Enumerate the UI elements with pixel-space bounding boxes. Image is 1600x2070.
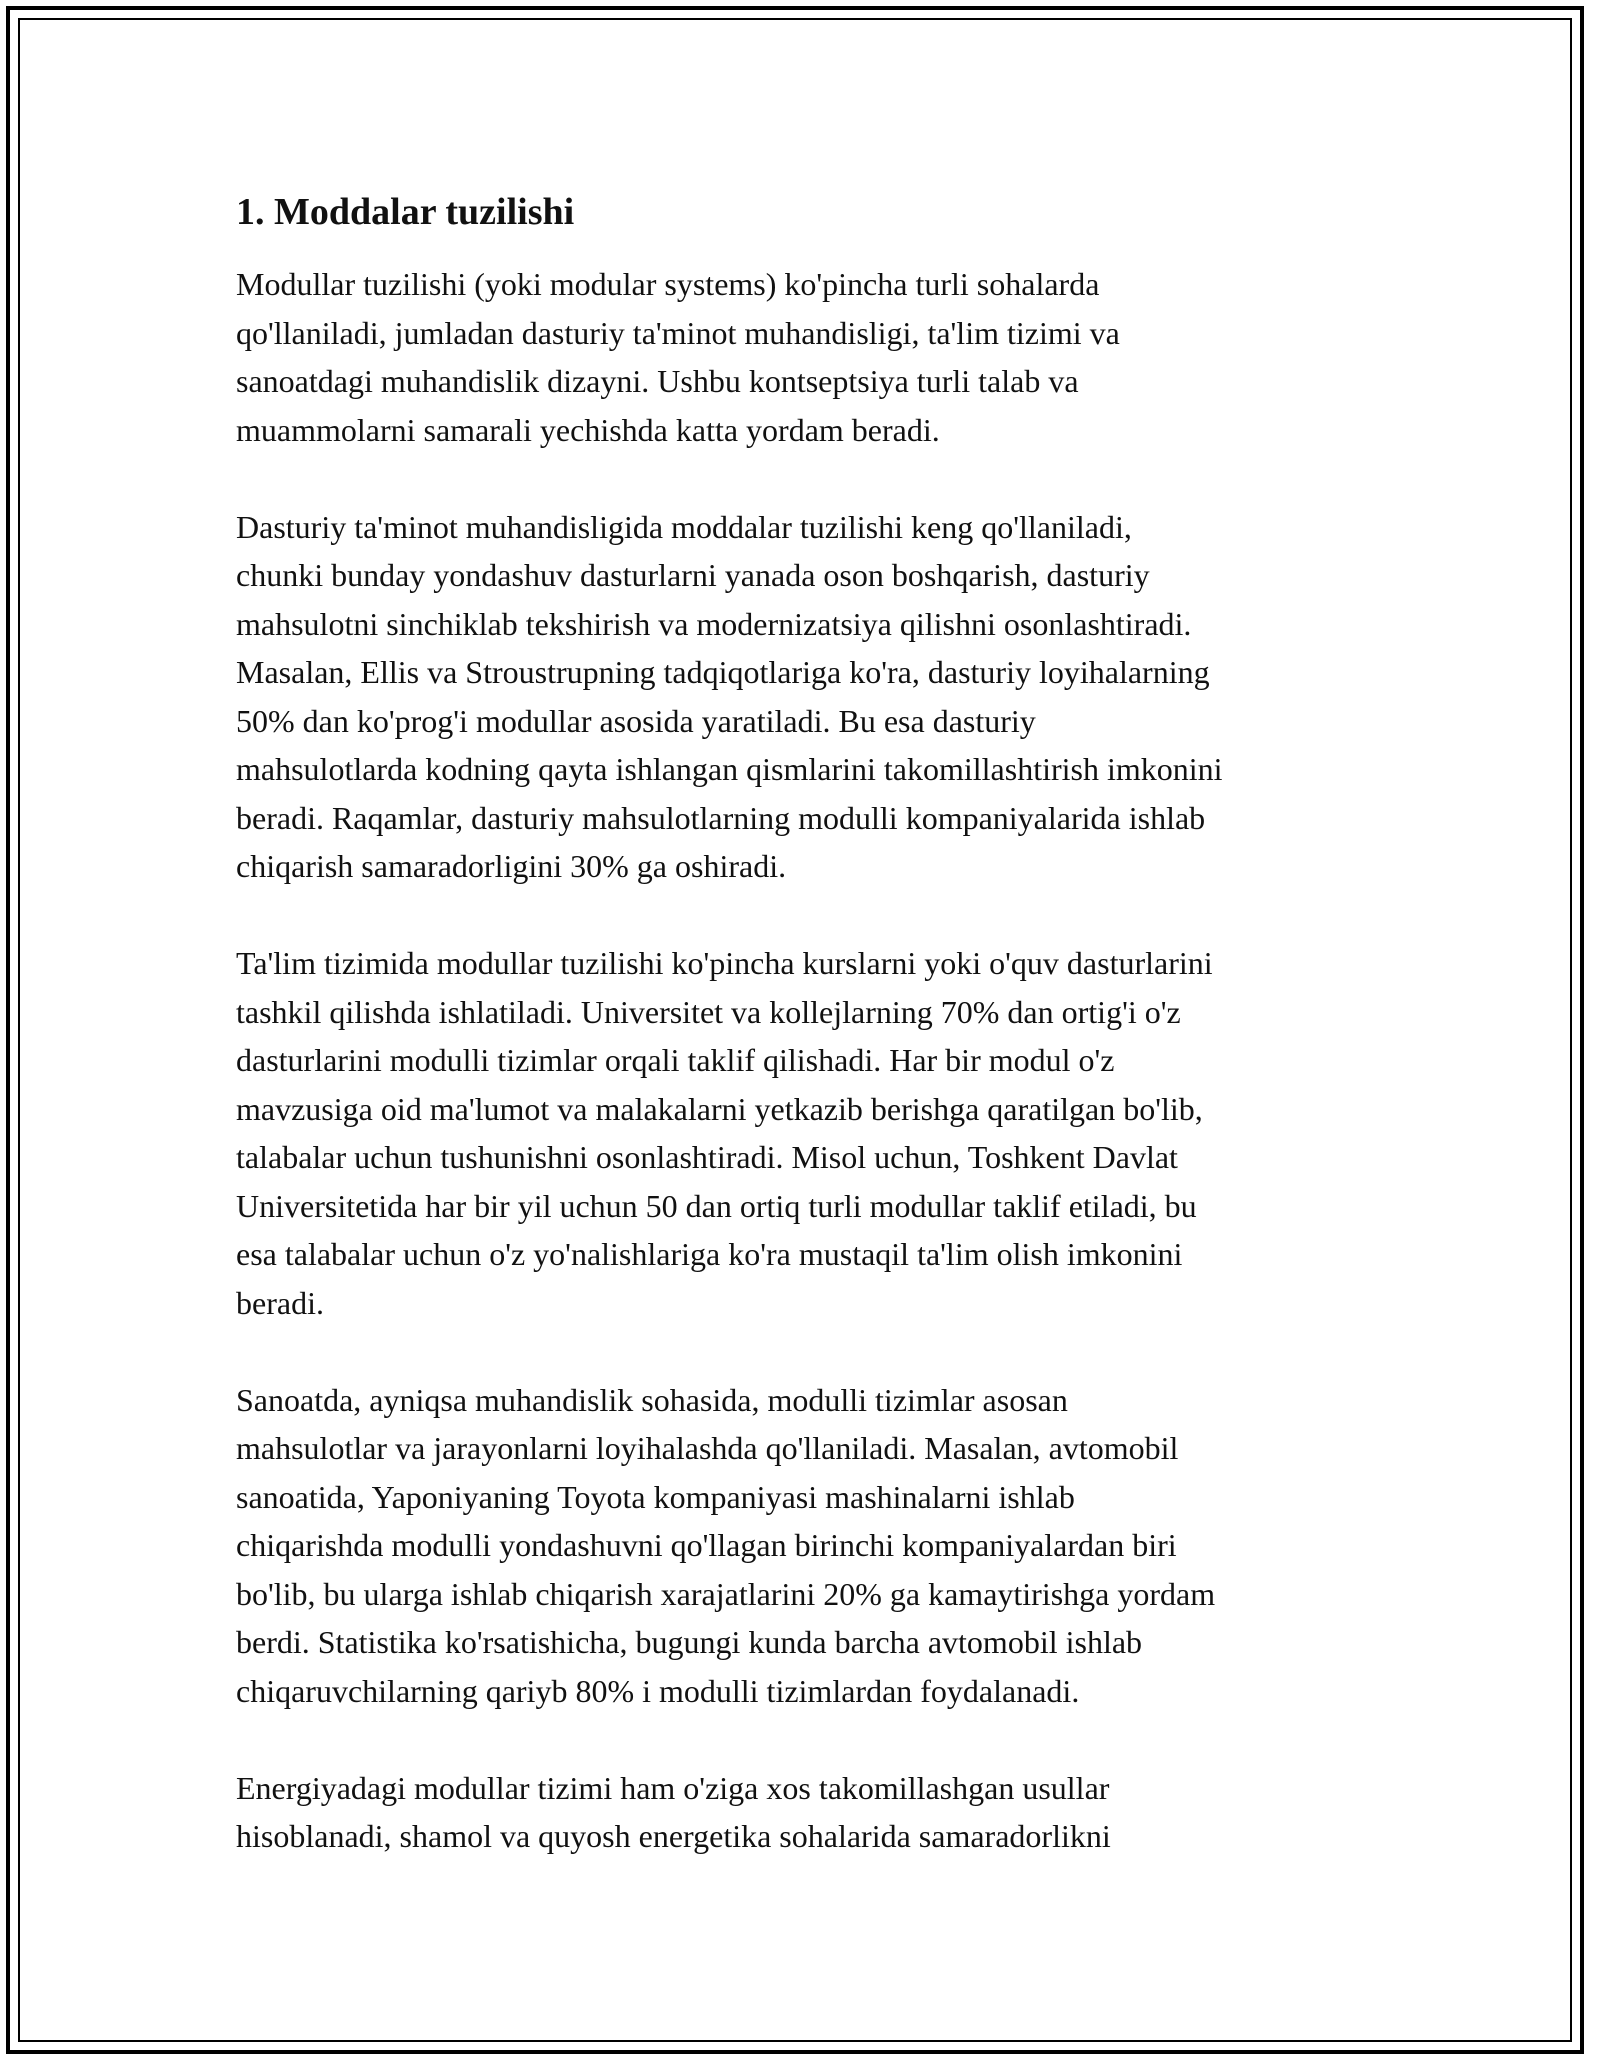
paragraph-line: mavzusiga oid ma'lumot va malakalarni yetkazib berishga qaratilgan bo'lib, <box>236 1090 1203 1127</box>
paragraph-line: mahsulotlar va jarayonlarni loyihalashda qo'llaniladi. Masalan, avtomobil <box>236 1430 1179 1466</box>
paragraph <box>236 260 1376 454</box>
paragraph-line: bo'lib, bu ularga ishlab chiqarish xarajatlarini 20% ga kamaytirishga yordam <box>236 1575 1216 1612</box>
paragraph-line: mahsulotni sinchiklab tekshirish va modernizatsiya qilishni osonlashtiradi. <box>236 605 1192 642</box>
paragraph-line: Energiyadagi modullar tizimi ham o'ziga xos takomillashgan usullar <box>236 1769 1110 1806</box>
paragraph-list <box>236 260 1376 1861</box>
paragraph-line: sanoatdagi muhandislik dizayni. Ushbu kontseptsiya turli talab va <box>236 363 1079 399</box>
paragraph <box>236 1376 1376 1716</box>
section-title: 1. Moddalar tuzilishi <box>236 191 575 233</box>
paragraph-line: chiqarishda modulli yondashuvni qo'llagan birinchi kompaniyalardan biri <box>236 1527 1177 1563</box>
paragraph <box>236 939 1376 1327</box>
paragraph-line: beradi. Raqamlar, dasturiy mahsulotlarning modulli kompaniyalarida ishlab <box>236 799 1206 836</box>
paragraph-line: dasturlarini modulli tizimlar orqali taklif qilishadi. Har bir modul o'z <box>236 1042 1115 1078</box>
paragraph-line: esa talabalar uchun o'z yo'nalishlariga ko'ra mustaqil ta'lim olish imkonini <box>236 1236 1183 1272</box>
document-content <box>236 186 1376 1909</box>
paragraph-line: Universitetida har bir yil uchun 50 dan ortiq turli modullar taklif etiladi, bu <box>236 1187 1197 1224</box>
paragraph-line: berdi. Statistika ko'rsatishicha, bugungi kunda barcha avtomobil ishlab <box>236 1624 1143 1660</box>
paragraph-line: muammolarni samarali yechishda katta yordam beradi. <box>236 411 940 448</box>
paragraph-line: Sanoatda, ayniqsa muhandislik sohasida, modulli tizimlar asosan <box>236 1381 1068 1418</box>
paragraph-line: qo'llaniladi, jumladan dasturiy ta'minot muhandisligi, ta'lim tizimi va <box>236 314 1120 351</box>
paragraph-line: chiqaruvchilarning qariyb 80% i modulli tizimlardan foydalanadi. <box>236 1672 1080 1709</box>
paragraph-line: Modullar tuzilishi (yoki modular systems) ko'pincha turli sohalarda <box>236 266 1100 302</box>
paragraph-line: chiqarish samaradorligini 30% ga oshiradi. <box>236 848 787 884</box>
paragraph-line: Ta'lim tizimida modullar tuzilishi ko'pincha kurslarni yoki o'quv dasturlarini <box>236 945 1213 981</box>
paragraph-line: Masalan, Ellis va Stroustrupning tadqiqotlariga ko'ra, dasturiy loyihalarning <box>236 654 1210 690</box>
paragraph-line: Dasturiy ta'minot muhandisligida moddalar tuzilishi keng qo'llaniladi, <box>236 508 1132 545</box>
paragraph-line: beradi. <box>236 1284 324 1321</box>
paragraph-line: talabalar uchun tushunishni osonlashtiradi. Misol uchun, Toshkent Davlat <box>236 1139 1178 1175</box>
paragraph-line: 50% dan ko'prog'i modullar asosida yaratiladi. Bu esa dasturiy <box>236 702 1036 739</box>
paragraph-line: hisoblanadi, shamol va quyosh energetika sohalarida samaradorlikni <box>236 1818 1111 1854</box>
paragraph-line: mahsulotlarda kodning qayta ishlangan qismlarini takomillashtirish imkonini <box>236 751 1223 787</box>
paragraph-line: sanoatida, Yaponiyaning Toyota kompaniyasi mashinalarni ishlab <box>236 1478 1075 1515</box>
paragraph <box>236 503 1376 891</box>
paragraph-line: chunki bunday yondashuv dasturlarni yanada oson boshqarish, dasturiy <box>236 557 1150 593</box>
paragraph <box>236 1764 1376 1861</box>
paragraph-line: tashkil qilishda ishlatiladi. Universitet va kollejlarning 70% dan ortig'i o'z <box>236 993 1181 1030</box>
